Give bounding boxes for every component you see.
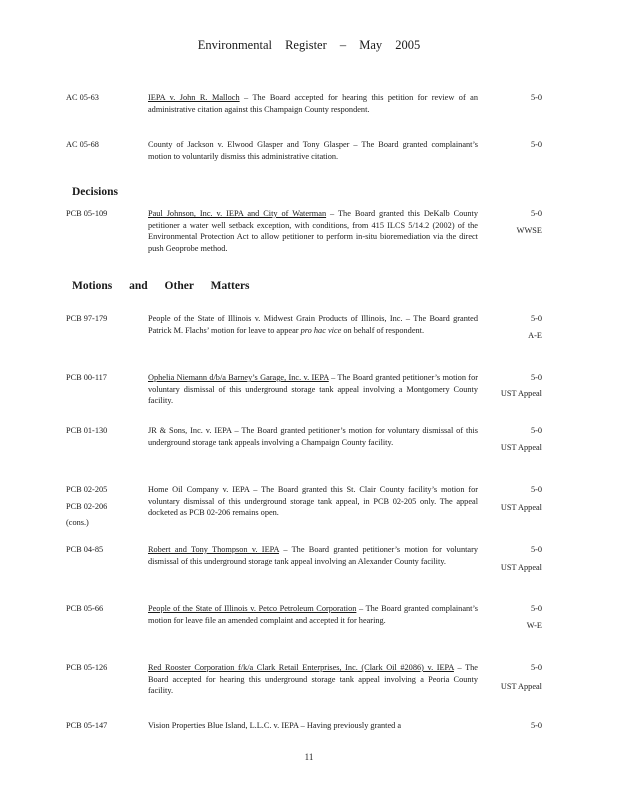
vote-count: 5-0	[530, 209, 542, 218]
entry-text: Home Oil Company v. IEPA – The Board granted this St. Clair County facility’s motion for voluntary dismissal of this underground storage tank appeal, in PCB 02-205 only. The appeal docketed as PCB 02-206 remains open.	[148, 485, 478, 518]
vote-count: 5-0	[530, 485, 542, 494]
entry-text: IEPA v. John R. Malloch – The Board accepted for hearing this petition for review of an administrative citation against this Champaign County respondent.	[148, 93, 478, 114]
docket-number: PCB 00-117	[66, 373, 107, 382]
docket-number: PCB 02-205 PCB 02-206 (cons.)	[66, 485, 108, 528]
case-type: W-E	[526, 621, 542, 630]
case-title: Red Rooster Corporation f/k/a Clark Retail Enterprises, Inc. (Clark Oil #2086) v. IEPA	[148, 663, 454, 672]
case-title: Paul Johnson, Inc. v. IEPA and City of Waterman	[148, 209, 327, 218]
entry-text: People of the State of Illinois v. Midwest Grain Products of Illinois, Inc. – The Board granted Patrick M. Flachs’ motion for leave to appear pro hac vice on behalf of respondent.	[148, 314, 478, 335]
vote-count: 5-0	[530, 373, 542, 382]
entry-text: Robert and Tony Thompson v. IEPA – The Board granted petitioner’s motion for voluntary dismissal of this underground storage tank appeal involving an Alexander County facility.	[148, 545, 478, 566]
docket-number: PCB 05-147	[66, 721, 108, 730]
docket-number: PCB 04-85	[66, 545, 104, 554]
entry-text: County of Jackson v. Elwood Glasper and Tony Glasper – The Board granted complainant’s motion to voluntarily dismiss this administrative citation.	[148, 140, 478, 161]
docket-number: AC 05-63	[66, 93, 99, 102]
entry-text: Red Rooster Corporation f/k/a Clark Retail Enterprises, Inc. (Clark Oil #2086) v. IEPA – The Board accepted for hearing this underground storage tank appeal involving a Peoria County facility.	[148, 663, 478, 696]
docket-number: PCB 97-179	[66, 314, 108, 323]
case-type: UST Appeal	[500, 503, 542, 512]
vote-count: 5-0	[530, 426, 542, 435]
entry-text: JR & Sons, Inc. v. IEPA – The Board granted petitioner’s motion for voluntary dismissal of this underground storage tank appeals involving a Champaign County facility.	[148, 426, 478, 447]
vote-count: 5-0	[530, 314, 542, 323]
entry-text: People of the State of Illinois v. Petco Petroleum Corporation – The Board granted complainant’s motion for leave file an amended complaint and accepted it for hearing.	[148, 604, 479, 625]
case-title: Robert and Tony Thompson v. IEPA	[148, 545, 280, 554]
case-title: People of the State of Illinois v. Petco Petroleum Corporation	[148, 604, 357, 613]
docket-number: PCB 05-126	[66, 663, 108, 672]
vote-count: 5-0	[530, 140, 542, 149]
section-heading-motions: Motions and Other Matters	[72, 280, 250, 292]
section-heading-decisions: Decisions	[72, 186, 118, 198]
case-type: WWSE	[516, 226, 542, 235]
case-type: UST Appeal	[500, 682, 542, 691]
docket-number: PCB 01-130	[66, 426, 108, 435]
entry-text: Paul Johnson, Inc. v. IEPA and City of Waterman – The Board granted this DeKalb County petitioner a water well setback exception, with conditions, from 415 ILCS 5/14.2 (2002) of the Environmental Protection Act to allow petitioner to perform in-situ bioremediation via the direct push Geoprobe method.	[148, 209, 478, 253]
vote-count: 5-0	[530, 545, 542, 554]
docket-number: PCB 05-66	[66, 604, 104, 613]
case-type: UST Appeal	[500, 389, 542, 398]
vote-count: 5-0	[530, 721, 542, 730]
case-title: IEPA v. John R. Malloch	[148, 93, 240, 102]
entry-text: Ophelia Niemann d/b/a Barney’s Garage, Inc. v. IEPA – The Board granted petitioner’s motion for voluntary dismissal of this underground storage tank appeal involving a Montgomery County facility.	[148, 373, 478, 406]
vote-count: 5-0	[530, 604, 542, 613]
case-type: UST Appeal	[500, 563, 542, 572]
case-type: A-E	[528, 331, 542, 340]
entry-text: Vision Properties Blue Island, L.L.C. v. IEPA – Having previously granted a	[148, 721, 402, 730]
docket-number: AC 05-68	[66, 140, 99, 149]
vote-count: 5-0	[530, 663, 542, 672]
docket-number: PCB 05-109	[66, 209, 108, 218]
page-header: Environmental Register – May 2005	[197, 38, 421, 52]
page-number: 11	[304, 752, 314, 762]
vote-count: 5-0	[530, 93, 542, 102]
case-title: Ophelia Niemann d/b/a Barney’s Garage, Inc. v. IEPA	[148, 373, 329, 382]
case-type: UST Appeal	[500, 443, 542, 452]
